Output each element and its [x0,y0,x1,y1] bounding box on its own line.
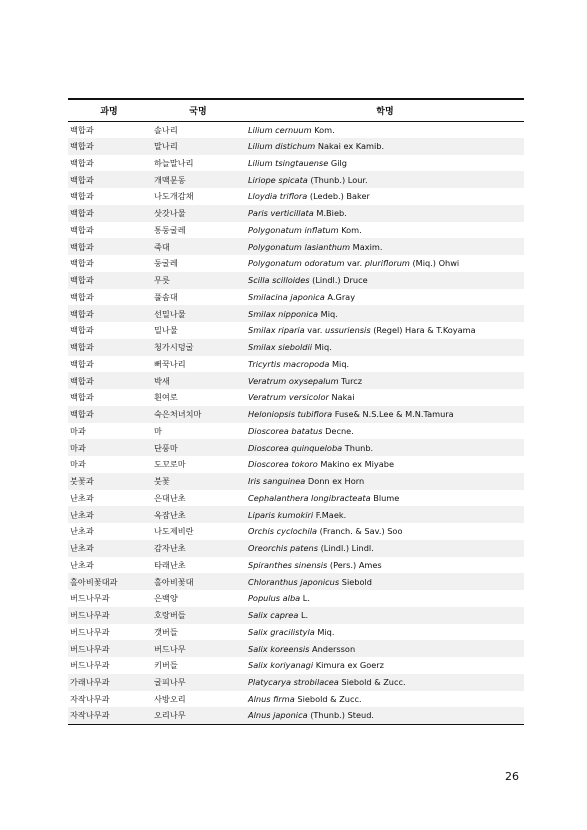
scientific-name-cell [246,657,524,674]
scientific-name-part: Chloranthus japonicus [248,576,340,587]
scientific-name-cell [246,406,524,423]
scientific-name-cell [246,523,524,540]
scientific-name-cell [246,188,524,205]
scientific-name-part: Populus alba [248,593,301,604]
table-row [68,305,524,322]
author-part: Miq. [314,626,335,637]
scientific-name-part: Smilax riparia [248,325,305,336]
korean-name-cell: 도꼬로마 [154,459,186,470]
author-part: Andersson [309,643,356,654]
scientific-name-cell [246,289,524,306]
family-cell: 버드나무과 [70,626,110,637]
scientific-name-part: Salix koreensis [248,643,310,654]
table-row [68,356,524,373]
species-table [68,98,524,725]
korean-name-cell: 사방오리 [154,693,186,704]
author-part: (Pers.) Ames [327,559,382,570]
author-part: M.Bieb. [313,208,347,219]
scientific-name-part: Polygonatum lasianthum [248,241,351,252]
author-part: L. [298,610,309,621]
table-row [68,138,524,155]
family-cell: 백합과 [70,291,94,302]
family-cell: 백합과 [68,272,150,289]
scientific-name-part: Liparis kumokiri [248,509,314,520]
family-cell: 백합과 [68,406,150,423]
author-part: (Thunb.) Lour. [307,174,368,185]
table-row [68,255,524,272]
scientific-name-part: Salix caprea [248,610,299,621]
table-row [68,691,524,708]
table-row [68,205,524,222]
author-part: Nakai ex Kamib. [315,141,385,152]
table-row [68,456,524,473]
table-row [68,171,524,188]
header-scientific-name: 학명 [246,99,524,121]
family-cell: 붓꽃과 [68,473,150,490]
family-cell: 백합과 [70,358,94,369]
author-part: Miq. [312,342,332,353]
table-row [68,657,524,674]
author-part: Gilg [328,157,347,168]
author-part: (Miq.) Ohwi [409,258,460,269]
table-row [68,272,524,289]
scientific-name-part: Dioscorea quinqueloba [248,442,343,453]
author-part: Makino ex Miyabe [317,459,395,470]
author-part: Maxim. [350,241,383,252]
table-row [68,640,524,657]
scientific-name-cell [246,238,524,255]
author-part: (Lindl.) Druce [309,275,368,286]
author-part: Kimura ex Goerz [313,660,384,671]
korean-name-cell: 호랑버들 [150,607,246,624]
korean-name-cell: 홀아비꽃대 [150,573,246,590]
header-family: 과명 [68,99,150,121]
korean-name-cell: 통둥굴레 [154,224,186,235]
korean-name-cell: 오리나무 [150,707,246,724]
scientific-name-cell [246,624,524,641]
author-part: Blume [370,492,400,503]
header-row [68,99,524,121]
korean-name-cell: 풀솜대 [154,291,178,302]
scientific-name-part: Lilium distichum [248,141,316,152]
scientific-name-part: Liriope spicata [248,174,308,185]
author-part: (Ledeb.) Baker [307,191,370,202]
scientific-name-cell [246,506,524,523]
family-cell: 백합과 [68,305,150,322]
korean-name-cell: 개맥문동 [150,171,246,188]
family-cell: 마과 [70,425,86,436]
scientific-name-cell [246,372,524,389]
author-part: Miq. [318,308,338,319]
scientific-name-part: Lilium tsingtauense [248,157,329,168]
family-cell: 버드나무과 [70,593,110,604]
author-part: var. [344,258,365,269]
korean-name-cell: 삿갓나물 [150,205,246,222]
scientific-name-part: Orchis cyclochila [248,526,318,537]
family-cell: 백합과 [68,171,150,188]
header-korean-name: 국명 [150,99,246,121]
table-row [68,607,524,624]
table-row [68,121,524,138]
scientific-name-part: Dioscorea tokoro [248,459,318,470]
table-row [68,372,524,389]
scientific-name-cell [246,607,524,624]
table-row [68,590,524,607]
scientific-name-cell [246,439,524,456]
scientific-name-cell [246,490,524,507]
table-row [68,473,524,490]
family-cell: 마과 [68,439,150,456]
family-cell: 백합과 [70,258,94,269]
scientific-name-part: Smilax nipponica [248,308,319,319]
family-cell: 버드나무과 [68,640,150,657]
family-cell: 자작나무과 [70,693,110,704]
table-row [68,540,524,557]
scientific-name-part: Smilax sieboldii [248,342,312,353]
korean-name-cell: 은백양 [154,593,178,604]
family-cell: 백합과 [70,157,94,168]
family-cell: 백합과 [68,372,150,389]
scientific-name-part: ussuriensis [325,325,371,336]
table-row [68,506,524,523]
scientific-name-cell [246,590,524,607]
table-row [68,624,524,641]
author-part: Donn ex Horn [305,476,365,487]
scientific-name-cell [246,707,524,724]
table-row [68,707,524,724]
korean-name-cell: 흰여로 [154,392,178,403]
table-row [68,423,524,440]
family-cell: 백합과 [70,325,94,336]
scientific-name-cell [246,456,524,473]
korean-name-cell: 죽대 [150,238,246,255]
korean-name-cell: 나도개감채 [154,191,194,202]
family-cell: 버드나무과 [70,660,110,671]
table-row [68,238,524,255]
korean-name-cell: 뻐꾹나리 [154,358,186,369]
scientific-name-part: Tricyrtis macropoda [248,358,330,369]
table-row [68,573,524,590]
family-cell: 백합과 [68,238,150,255]
author-part: Turcz [338,375,363,386]
scientific-name-part: Dioscorea batatus [248,425,323,436]
author-part: Kom. [311,124,335,135]
korean-name-cell: 버드나무 [150,640,246,657]
family-cell: 백합과 [70,124,94,135]
korean-name-cell: 타래난초 [154,559,186,570]
scientific-name-cell [246,640,524,657]
scientific-name-cell [246,356,524,373]
scientific-name-part: Paris verticillata [248,208,314,219]
author-part: Decne. [322,425,354,436]
table-header [68,99,524,121]
author-part: Siebold [339,576,372,587]
scientific-name-cell [246,305,524,322]
scientific-name-part: Polygonatum odoratum [248,258,345,269]
scientific-name-part: Alnus firma [248,693,295,704]
scientific-name-part: Cephalanthera longibracteata [248,492,371,503]
scientific-name-part: Veratrum versicolor [248,392,329,403]
author-part: Miq. [329,358,350,369]
scientific-name-cell [246,222,524,239]
table-row [68,439,524,456]
table-row [68,557,524,574]
family-cell: 버드나무과 [68,607,150,624]
scientific-name-part: pluriflorum [364,258,410,269]
scientific-name-part: Scilla scilloides [248,275,310,286]
family-cell: 백합과 [70,191,94,202]
scientific-name-part: Oreorchis patens [248,543,318,554]
scientific-name-part: Heloniopsis tubiflora [248,409,333,420]
table-row [68,339,524,356]
scientific-name-cell [246,473,524,490]
korean-name-cell: 옥잠난초 [150,506,246,523]
scientific-name-cell [246,573,524,590]
family-cell: 홀아비꽃대과 [68,573,150,590]
korean-name-cell: 솔나리 [154,124,178,135]
family-cell: 난초과 [68,506,150,523]
scientific-name-part: Lilium cernuum [248,124,312,135]
scientific-name-part: Salix koriyanagi [248,660,314,671]
korean-name-cell: 나도제비란 [154,526,194,537]
scientific-name-part: Smilacina japonica [248,291,325,302]
korean-name-cell: 말나리 [150,138,246,155]
family-cell: 마과 [70,459,86,470]
family-cell: 자작나무과 [68,707,150,724]
scientific-name-cell [246,339,524,356]
table-row [68,222,524,239]
korean-name-cell: 숙은처녀치마 [150,406,246,423]
scientific-name-part: Veratrum oxysepalum [248,375,339,386]
korean-name-cell: 선밀나물 [150,305,246,322]
korean-name-cell: 키버들 [154,660,178,671]
korean-name-cell: 붓꽃 [150,473,246,490]
scientific-name-part: Spiranthes sinensis [248,559,328,570]
author-part: Nakai [328,392,355,403]
family-cell: 백합과 [70,224,94,235]
scientific-name-part: Polygonatum inflatum [248,224,339,235]
family-cell: 난초과 [70,559,94,570]
table-row [68,289,524,306]
scientific-name-cell [246,155,524,172]
author-part: (Lindl.) Lindl. [317,543,374,554]
korean-name-cell: 박새 [150,372,246,389]
author-part: Siebold & Zucc. [294,693,362,704]
table-row [68,188,524,205]
scientific-name-cell [246,389,524,406]
scientific-name-cell [246,557,524,574]
family-cell: 백합과 [68,138,150,155]
family-cell: 난초과 [68,540,150,557]
table-body [68,121,524,724]
family-cell: 백합과 [68,339,150,356]
author-part: Thunb. [342,442,374,453]
scientific-name-cell [246,691,524,708]
family-cell: 난초과 [70,526,94,537]
author-part: A.Gray [324,291,356,302]
table-row [68,674,524,691]
scientific-name-cell [246,423,524,440]
korean-name-cell: 하늘말나리 [154,157,194,168]
korean-name-cell: 무릇 [150,272,246,289]
scientific-name-part: Iris sanguinea [248,476,306,487]
author-part: Siebold & Zucc. [338,677,406,688]
author-part: (Thunb.) Steud. [307,710,375,721]
author-part: (Regel) Hara & T.Koyama [370,325,476,336]
table-row [68,490,524,507]
family-cell: 백합과 [70,392,94,403]
author-part: Fuse& N.S.Lee & M.N.Tamura [332,409,454,420]
korean-name-cell: 마 [154,425,162,436]
scientific-name-cell [246,272,524,289]
author-part: L. [300,593,310,604]
scientific-name-cell [246,674,524,691]
family-cell: 난초과 [70,492,94,503]
korean-name-cell: 굴피나무 [150,674,246,691]
korean-name-cell: 은대난초 [154,492,186,503]
scientific-name-cell [246,255,524,272]
scientific-name-cell [246,322,524,339]
author-part: var. [304,325,325,336]
scientific-name-cell [246,540,524,557]
scientific-name-part: Salix gracilistyla [248,626,315,637]
scientific-name-part: Platycarya strobilacea [248,677,339,688]
table-row [68,155,524,172]
korean-name-cell: 둥굴레 [154,258,178,269]
table-row [68,322,524,339]
author-part: Kom. [338,224,362,235]
family-cell: 가래나무과 [68,674,150,691]
table-row [68,406,524,423]
table-row [68,523,524,540]
author-part: (Franch. & Sav.) Soo [317,526,403,537]
scientific-name-cell [246,171,524,188]
scientific-name-cell [246,121,524,138]
table-row [68,389,524,406]
author-part: F.Maek. [313,509,347,520]
scientific-name-part: Lloydia triflora [248,191,308,202]
korean-name-cell: 갯버들 [154,626,178,637]
family-cell: 백합과 [68,205,150,222]
korean-name-cell: 청가시덩굴 [150,339,246,356]
scientific-name-cell [246,205,524,222]
scientific-name-cell [246,138,524,155]
korean-name-cell: 감자난초 [150,540,246,557]
korean-name-cell: 밀나물 [154,325,178,336]
page-number: 26 [505,770,519,783]
korean-name-cell: 단풍마 [150,439,246,456]
scientific-name-part: Alnus japonica [248,710,308,721]
